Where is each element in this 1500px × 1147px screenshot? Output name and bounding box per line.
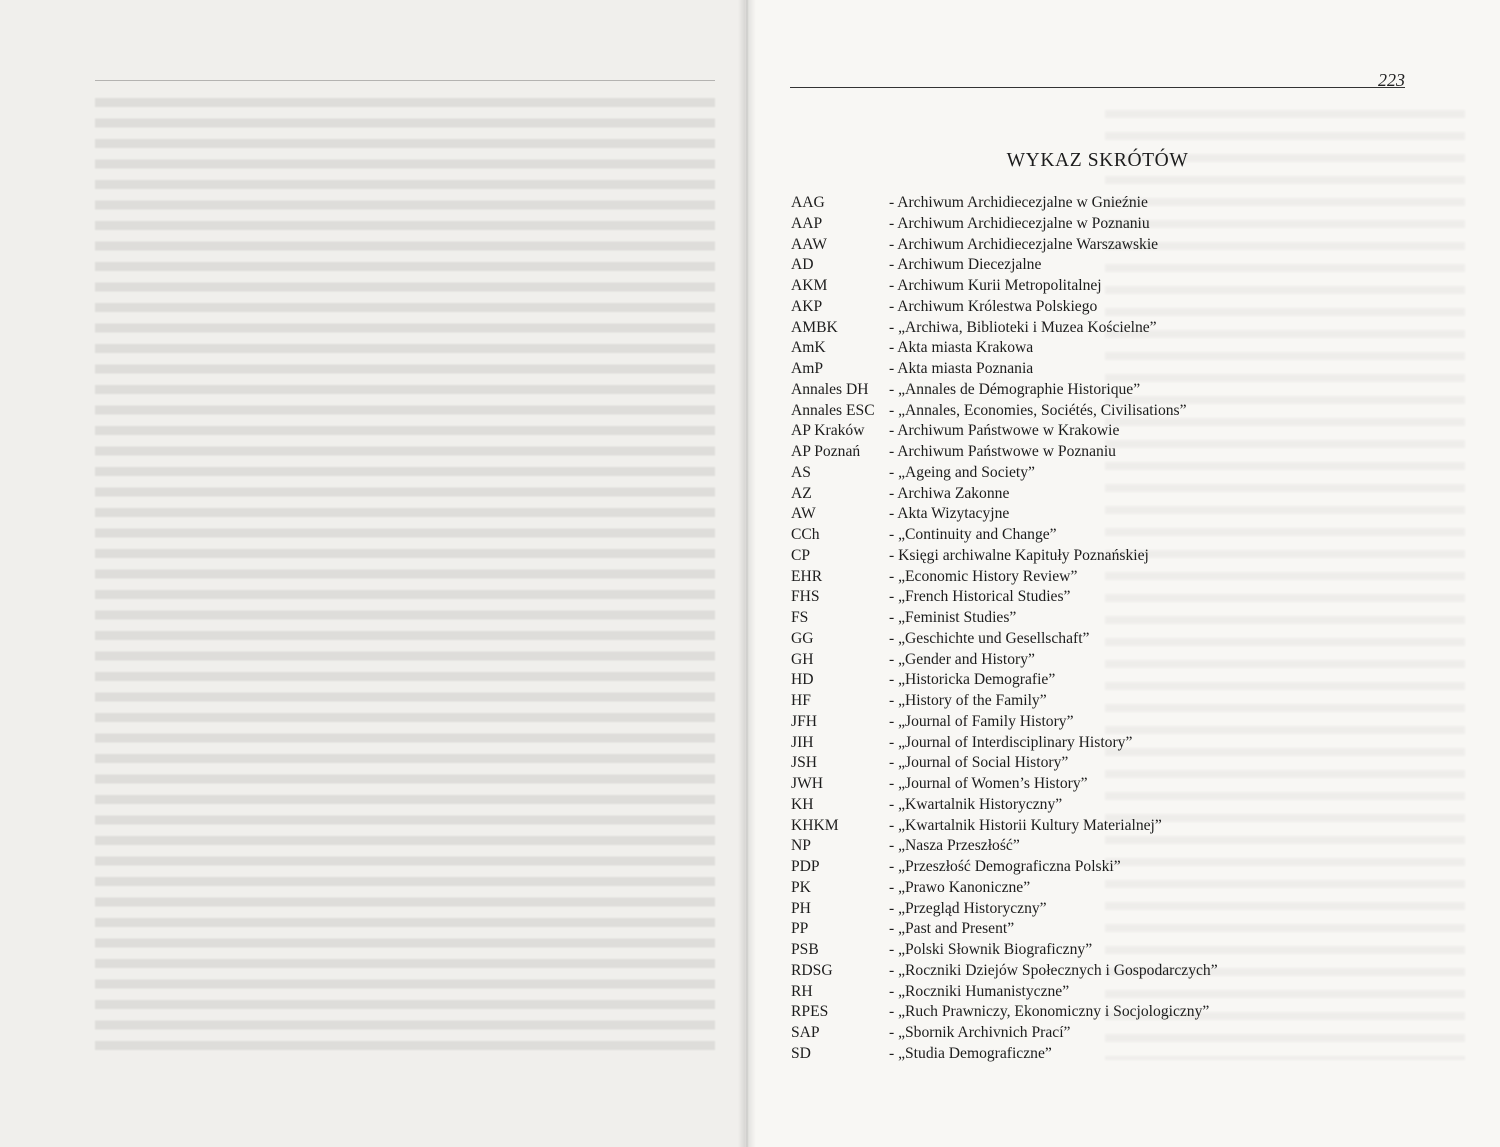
abbreviation-code: AS (791, 463, 811, 481)
abbreviation-row (791, 608, 1431, 629)
abbreviation-code: FS (791, 609, 809, 626)
abbreviation-row (791, 650, 1431, 671)
right-page (745, 0, 1500, 1147)
abbreviation-description: - „French Historical Studies” (889, 588, 1071, 606)
section-title: WYKAZ SKRÓTÓW (1006, 150, 1189, 171)
abbreviation-description: - Archiwum Diecezjalne (889, 256, 1042, 274)
abbreviation-code: RH (791, 982, 813, 1000)
abbreviation-code: AW (791, 505, 816, 523)
abbreviation-code: CCh (791, 526, 820, 543)
abbreviation-code: AKP (791, 297, 823, 315)
abbreviation-description: - „Annales de Démographie Historique” (889, 380, 1141, 398)
abbreviation-code: KHKM (791, 816, 839, 834)
abbreviation-code: AmP (791, 360, 824, 377)
abbreviation-description: - „Journal of Women’s History” (889, 775, 1088, 792)
abbreviation-description: - Akta miasta Poznania (889, 360, 1034, 377)
abbreviation-description: - „Journal of Social History” (889, 754, 1069, 772)
abbreviation-description: - „Archiwa, Biblioteki i Muzea Kościelne” (889, 318, 1157, 336)
page-number: 223 (1378, 70, 1405, 90)
abbreviation-code: FHS (791, 588, 820, 606)
abbreviation-code: GH (791, 650, 814, 668)
abbreviation-row (791, 940, 1431, 961)
abbreviation-description: - „Roczniki Humanistyczne” (889, 982, 1070, 1000)
abbreviation-code: AmK (791, 339, 826, 357)
abbreviation-row (791, 442, 1431, 463)
abbreviation-code: AP Poznań (791, 443, 861, 460)
abbreviation-description: - „Kwartalnik Historyczny” (889, 795, 1063, 813)
header-rule (790, 87, 1405, 88)
abbreviation-code: AAW (791, 235, 827, 253)
abbreviation-code: HF (791, 692, 811, 709)
abbreviation-description: - „History of the Family” (889, 692, 1047, 709)
abbreviation-row (791, 359, 1431, 380)
abbreviation-description: - „Continuity and Change” (889, 526, 1057, 543)
abbreviation-row (791, 546, 1431, 567)
abbreviation-description: - „Geschichte und Gesellschaft” (889, 629, 1090, 647)
abbreviation-description: - „Kwartalnik Historii Kultury Materialnej” (889, 816, 1162, 834)
abbreviation-row (791, 297, 1431, 318)
abbreviation-row (791, 816, 1431, 837)
abbreviation-list (791, 193, 1431, 1065)
abbreviation-description: - „Przeszłość Demograficzna Polski” (889, 858, 1121, 875)
abbreviation-code: RDSG (791, 961, 833, 979)
abbreviation-code: PK (791, 878, 811, 896)
abbreviation-description: - „Ruch Prawniczy, Ekonomiczny i Socjologiczny” (889, 1003, 1210, 1021)
abbreviation-code: PSB (791, 941, 819, 958)
abbreviation-row (791, 214, 1431, 235)
abbreviation-code: AAP (791, 214, 823, 232)
abbreviation-code: RPES (791, 1003, 829, 1021)
abbreviation-code: Annales DH (791, 380, 869, 398)
abbreviation-description: - Akta miasta Krakowa (889, 339, 1034, 357)
abbreviation-row (791, 857, 1431, 878)
abbreviation-description: - „Gender and History” (889, 650, 1035, 668)
abbreviation-description: - „Polski Słownik Biograficzny” (889, 941, 1093, 958)
abbreviation-code: EHR (791, 567, 823, 585)
abbreviation-row (791, 1044, 1431, 1065)
abbreviation-row (791, 380, 1431, 401)
abbreviation-code: HD (791, 671, 814, 689)
abbreviation-description: - „Economic History Review” (889, 567, 1078, 585)
abbreviation-description: - Archiwum Państwowe w Krakowie (889, 422, 1120, 440)
abbreviation-code: PH (791, 899, 811, 917)
abbreviation-code: AKM (791, 277, 828, 294)
abbreviation-row (791, 276, 1431, 297)
abbreviation-row (791, 421, 1431, 442)
abbreviation-row (791, 463, 1431, 484)
abbreviation-description: - „Nasza Przeszłość” (889, 837, 1020, 855)
abbreviation-description: - „Journal of Family History” (889, 712, 1074, 730)
abbreviation-row (791, 401, 1431, 422)
abbreviation-row (791, 878, 1431, 899)
abbreviation-description: - „Sbornik Archivnich Prací” (889, 1024, 1071, 1041)
abbreviation-description: - „Historicka Demografie” (889, 671, 1056, 689)
abbreviation-description: - „Ageing and Society” (889, 463, 1035, 481)
abbreviation-description: - „Przegląd Historyczny” (889, 899, 1047, 917)
abbreviation-row (791, 670, 1431, 691)
abbreviation-code: AD (791, 256, 814, 274)
abbreviation-code: AP Kraków (791, 422, 865, 440)
abbreviation-row (791, 193, 1431, 214)
abbreviation-code: PP (791, 920, 809, 938)
abbreviation-row (791, 255, 1431, 276)
left-running-head-bleed (95, 60, 715, 80)
abbreviation-row (791, 318, 1431, 339)
abbreviation-code: JFH (791, 712, 818, 730)
book-gutter (738, 0, 756, 1147)
abbreviation-code: AAG (791, 194, 825, 211)
abbreviation-row (791, 753, 1431, 774)
abbreviation-description: - Archiwum Archidiecezjalne w Poznaniu (889, 214, 1150, 232)
abbreviation-description: - Archiwum Archidiecezjalne w Gnieźnie (889, 194, 1148, 211)
abbreviation-row (791, 774, 1431, 795)
abbreviation-description: - Archiwum Archidiecezjalne Warszawskie (889, 235, 1159, 253)
abbreviation-code: AZ (791, 484, 812, 502)
abbreviation-code: AMBK (791, 318, 838, 336)
abbreviation-row (791, 235, 1431, 256)
abbreviation-row (791, 587, 1431, 608)
abbreviation-description: - Archiwum Państwowe w Poznaniu (889, 443, 1116, 460)
abbreviation-row (791, 1002, 1431, 1023)
abbreviation-row (791, 691, 1431, 712)
abbreviation-code: JWH (791, 775, 824, 792)
abbreviation-description: - „Past and Present” (889, 920, 1015, 938)
abbreviation-description: - „Prawo Kanoniczne” (889, 878, 1031, 896)
abbreviation-code: PDP (791, 858, 820, 875)
abbreviation-description: - Archiwum Kurii Metropolitalnej (889, 277, 1102, 294)
abbreviation-row (791, 504, 1431, 525)
abbreviation-description: - Archiwum Królestwa Polskiego (889, 297, 1098, 315)
abbreviation-code: CP (791, 546, 811, 564)
abbreviation-code: Annales ESC (791, 401, 875, 419)
left-page (0, 0, 745, 1147)
abbreviation-code: KH (791, 795, 814, 813)
abbreviation-row (791, 919, 1431, 940)
abbreviation-description: - Archiwa Zakonne (889, 484, 1010, 502)
bleed-through-text (95, 98, 715, 1058)
abbreviation-row (791, 567, 1431, 588)
abbreviation-row (791, 484, 1431, 505)
abbreviation-description: - Akta Wizytacyjne (889, 505, 1010, 523)
abbreviation-description: - „Feminist Studies” (889, 609, 1017, 626)
abbreviation-row (791, 733, 1431, 754)
abbreviation-description: - „Journal of Interdisciplinary History” (889, 733, 1133, 751)
abbreviation-row (791, 629, 1431, 650)
abbreviation-row (791, 338, 1431, 359)
abbreviation-row (791, 836, 1431, 857)
abbreviation-code: NP (791, 837, 811, 855)
left-header-rule (95, 80, 715, 81)
abbreviation-code: SAP (791, 1024, 820, 1041)
abbreviation-row (791, 712, 1431, 733)
abbreviation-code: SD (791, 1044, 811, 1062)
abbreviation-row (791, 961, 1431, 982)
abbreviation-code: GG (791, 629, 814, 647)
abbreviation-description: - „Annales, Economies, Sociétés, Civilisations” (889, 401, 1187, 419)
abbreviation-row (791, 899, 1431, 920)
abbreviation-row (791, 525, 1431, 546)
abbreviation-description: - „Roczniki Dziejów Społecznych i Gospodarczych” (889, 961, 1218, 979)
abbreviation-code: JIH (791, 733, 814, 751)
abbreviation-description: - Księgi archiwalne Kapituły Poznańskiej (889, 546, 1149, 564)
abbreviation-code: JSH (791, 754, 818, 772)
abbreviation-description: - „Studia Demograficzne” (889, 1044, 1052, 1062)
abbreviation-row (791, 795, 1431, 816)
abbreviation-row (791, 982, 1431, 1003)
abbreviation-row (791, 1023, 1431, 1044)
